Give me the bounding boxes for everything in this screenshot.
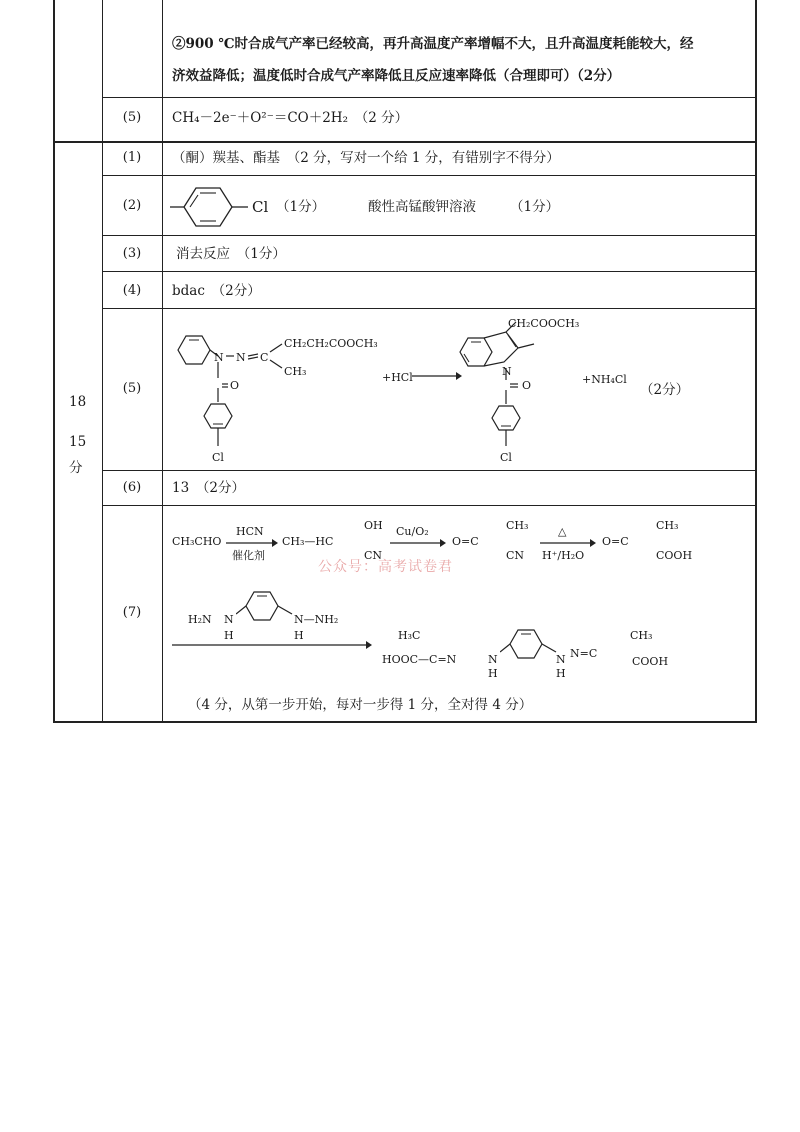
q18-sub-3-answer: 消去反应 （1分） xyxy=(176,246,286,262)
final-left-part: HOOC—C=N xyxy=(382,653,457,666)
reaction-5-arrow xyxy=(412,370,462,382)
q18-score-unit: 分 xyxy=(69,460,83,476)
row-line xyxy=(53,141,757,143)
intermediate-1: CH₃—HC xyxy=(282,535,334,548)
q18-sub-2-score-2: （1分） xyxy=(510,199,560,215)
intermediate-2: O=C xyxy=(452,535,479,548)
final-right-h: H xyxy=(556,667,566,680)
product-keto-ch3: CH₃ xyxy=(656,519,679,532)
q18-sub-7-scoring-note: （4 分，从第一步开始，每对一步得 1 分，全对得 4 分） xyxy=(188,697,533,713)
q18-sub-1-answer: （酮）羰基、酯基 （2 分，写对一个给 1 分，有错别字不得分） xyxy=(172,150,560,166)
q18-sub-2-number: (2) xyxy=(122,198,142,213)
toluene-chloro-structure xyxy=(168,184,258,230)
q18-sub-6-number: (6) xyxy=(122,480,142,495)
reactant-side-chain: CH₂CH₂COOCH₃ xyxy=(284,337,378,350)
q18-sub-2-reagent: 酸性高锰酸钾溶液 xyxy=(368,199,476,215)
q17-answer-line-2: 济效益降低；温度低时合成气产率降低且反应速率降低（合理即可）（2分） xyxy=(172,68,621,84)
intermediate-1-cn: CN xyxy=(364,549,383,562)
q18-number: 18 xyxy=(69,394,87,410)
reaction-5-plus-nh4cl: +NH₄Cl xyxy=(582,373,627,386)
row-line xyxy=(102,271,757,272)
reactant-n-2: N xyxy=(236,351,246,364)
reactant-oxygen: O xyxy=(230,379,240,392)
q18-sub-7-number: (7) xyxy=(122,605,142,620)
product-keto-cooh: COOH xyxy=(656,549,693,562)
product-nitrogen: N xyxy=(502,365,512,378)
final-right-n: N xyxy=(556,653,566,666)
q17-sub-5-number: (5) xyxy=(122,110,142,125)
product-keto: O=C xyxy=(602,535,629,548)
hydrazine-benzene-ring xyxy=(236,584,296,628)
hydrazine-right-h: H xyxy=(294,629,304,642)
step-3-heat: △ xyxy=(558,525,567,538)
q18-score: 15 xyxy=(69,434,87,450)
hydrazine-left-n: N xyxy=(224,613,234,626)
chlorine-label: Cl xyxy=(252,198,269,216)
row-line xyxy=(102,97,757,98)
step-3-condition: H⁺/H₂O xyxy=(542,549,585,562)
hydrazine-right-group: N—NH₂ xyxy=(294,613,339,626)
row-line xyxy=(102,235,757,236)
q18-sub-4-answer: bdac （2分） xyxy=(172,283,261,299)
table-border-bottom xyxy=(53,721,757,723)
intermediate-1-oh: OH xyxy=(364,519,383,532)
row-line xyxy=(102,175,757,176)
reactant-n-1: N xyxy=(214,351,224,364)
step-1-reagent: HCN xyxy=(236,525,264,538)
intermediate-2-ch3: CH₃ xyxy=(506,519,529,532)
step-2-arrow xyxy=(390,538,446,548)
intermediate-2-cn: CN xyxy=(506,549,525,562)
q18-sub-4-number: (4) xyxy=(122,283,142,298)
hydrazine-left-group: H₂N xyxy=(188,613,212,626)
table-border-right xyxy=(755,0,757,722)
reactant-methyl: CH₃ xyxy=(284,365,307,378)
row-line xyxy=(102,308,757,309)
final-h3c: H₃C xyxy=(398,629,421,642)
q17-answer-line-1: ②900 ℃时合成气产率已经较高，再升高温度产率增幅不大，且升高温度耗能较大，经 xyxy=(172,36,694,52)
product-side-chain: CH₂COOCH₃ xyxy=(508,317,580,330)
reaction-5-product-structure xyxy=(456,322,566,468)
row-line xyxy=(102,470,757,471)
final-left-h: H xyxy=(488,667,498,680)
synthesis-start: CH₃CHO xyxy=(172,535,222,548)
column-divider-2 xyxy=(162,0,163,722)
final-cooh: COOH xyxy=(632,655,669,668)
q18-sub-3-number: (3) xyxy=(122,246,142,261)
step-1-catalyst: 催化剂 xyxy=(232,549,265,562)
reactant-chlorine: Cl xyxy=(212,451,224,464)
reaction-5-plus-hcl: +HCl xyxy=(382,371,413,384)
watermark: 公众号：高考试卷君 xyxy=(318,559,453,575)
product-oxygen: O xyxy=(522,379,532,392)
q17-sub-5-answer: CH₄－2e⁻＋O²⁻＝CO＋2H₂ （2 分） xyxy=(172,110,409,126)
final-ch3: CH₃ xyxy=(630,629,653,642)
q18-sub-5-score: （2分） xyxy=(640,382,690,398)
q18-sub-5-number: (5) xyxy=(122,381,142,396)
final-left-n: N xyxy=(488,653,498,666)
q18-sub-2-score-1: （1分） xyxy=(276,199,326,215)
step-4-arrow xyxy=(172,640,372,650)
row-line xyxy=(102,505,757,506)
product-chlorine: Cl xyxy=(500,451,512,464)
table-border-top-left xyxy=(53,0,55,722)
step-2-reagent: Cu/O₂ xyxy=(396,525,429,538)
hydrazine-left-h: H xyxy=(224,629,234,642)
q18-sub-1-number: (1) xyxy=(122,150,142,165)
q18-sub-6-answer: 13 （2分） xyxy=(172,480,246,496)
final-right-part: N=C xyxy=(570,647,598,660)
final-benzene-ring xyxy=(500,622,560,666)
reactant-carbon: C xyxy=(260,351,269,364)
